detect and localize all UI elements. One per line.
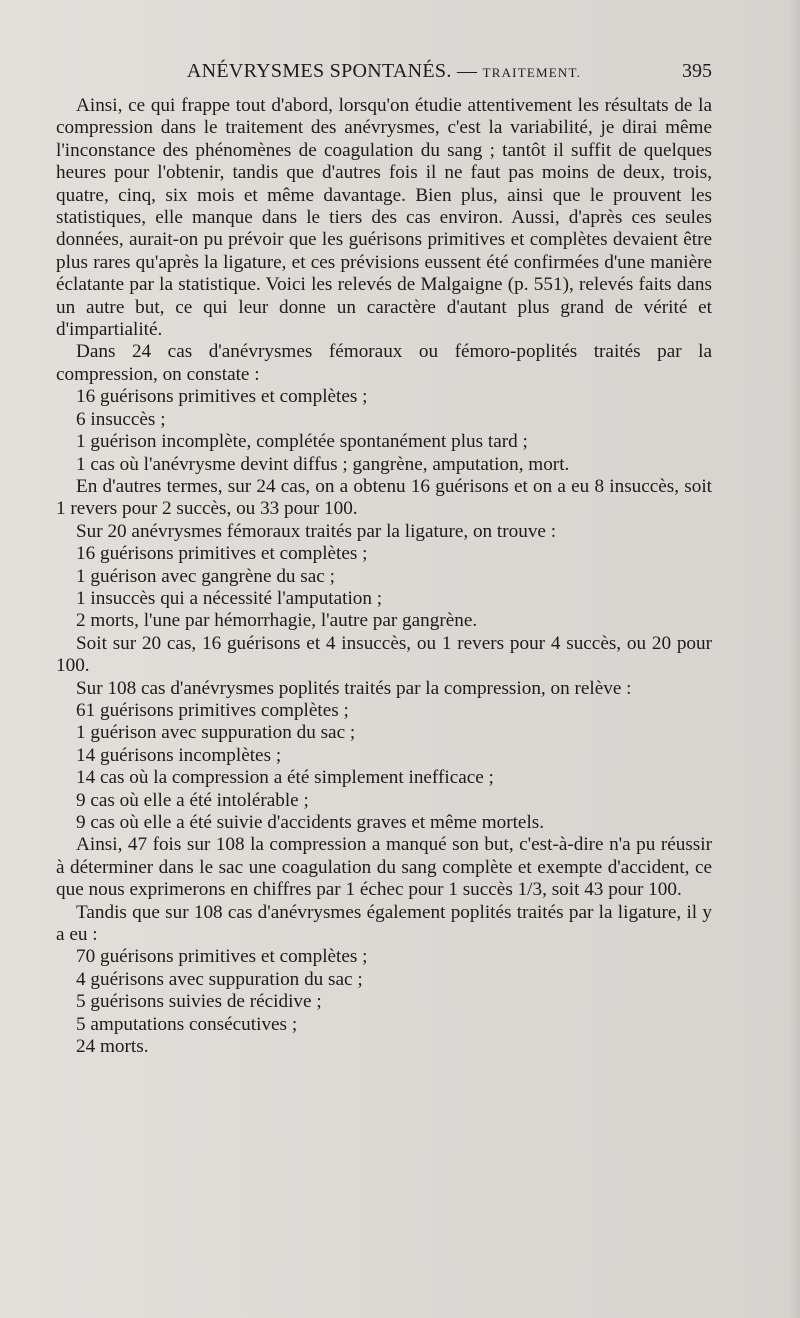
paragraph: Dans 24 cas d'anévrysmes fémoraux ou fémoro-poplités traités par la compression, on constate :	[56, 341, 712, 385]
paragraph: Ainsi, ce qui frappe tout d'abord, lorsqu'on étudie attentivement les résultats de la compression dans le traitement des anévrysmes, c'est la variabilité, je dirai même l'inconstance des phénomènes de coagulation du sang ; tantôt il suffit de quelques heures pour l'obtenir, tandis que d'autres fois il ne faut pas moins de deux, trois, quatre, cinq, six mois et même davantage. Bien plus, ainsi que le prouvent les statistiques, elle manque dans le tiers des cas environ. Aussi, d'après ces seules données, aurait-on pu prévoir que les guérisons primitives et complètes devaient être plus rares qu'après la ligature, et ces prévisions eussent été confirmées d'une manière éclatante par la statistique. Voici les relevés de Malgaigne (p. 551), relevés faits dans un autre but, ce qui leur donne un caractère d'autant plus grand de vérité et d'impartialité.	[56, 95, 712, 341]
list-item: 4 guérisons avec suppuration du sac ;	[76, 968, 363, 990]
paragraph: Soit sur 20 cas, 16 guérisons et 4 insuccès, ou 1 revers pour 4 succès, ou 20 pour 100.	[56, 632, 712, 677]
list-item: 24 morts.	[76, 1036, 149, 1058]
list-item: 9 cas où elle a été intolérable ;	[76, 789, 309, 811]
list-item: 9 cas où elle a été suivie d'accidents graves et même mortels.	[76, 812, 545, 833]
paragraph: Ainsi, 47 fois sur 108 la compression a manqué son but, c'est-à-dire n'a pu réussir à déterminer dans le sac une coagulation du sang complète et exempte d'accident, ce que nous exprimerons en chiffres par 1 échec pour 1 succès 1/3, soit 43 pour 100.	[56, 834, 712, 901]
running-title-section: TRAITEMENT.	[482, 65, 582, 80]
list-item: 14 cas où la compression a été simplement inefficace ;	[76, 767, 494, 789]
body-text	[56, 95, 712, 1058]
list-item: 1 insuccès qui a nécessité l'amputation ;	[76, 587, 383, 609]
paragraph: Sur 20 anévrysmes fémoraux traités par la ligature, on trouve :	[76, 520, 557, 542]
paragraph: En d'autres termes, sur 24 cas, on a obtenu 16 guérisons et on a eu 8 insuccès, soit 1 revers pour 2 succès, ou 33 pour 100.	[56, 475, 712, 520]
paragraph: Tandis que sur 108 cas d'anévrysmes également poplités traités par la ligature, il y a eu :	[56, 901, 712, 946]
running-title-dash: —	[456, 60, 478, 82]
running-title	[56, 60, 712, 83]
list-item: 61 guérisons primitives complètes ;	[76, 699, 349, 721]
list-item: 5 guérisons suivies de récidive ;	[76, 991, 322, 1013]
list-item: 1 guérison avec gangrène du sac ;	[76, 565, 335, 587]
paragraph: Sur 108 cas d'anévrysmes poplités traités par la compression, on relève :	[76, 677, 632, 699]
page-edge-shadow	[788, 0, 800, 1318]
list-item: 5 amputations consécutives ;	[76, 1013, 298, 1035]
list-item: 1 guérison incomplète, complétée spontanément plus tard ;	[76, 431, 528, 453]
running-header	[56, 60, 712, 90]
running-title-main: ANÉVRYSMES SPONTANÉS.	[186, 60, 452, 82]
list-item: 14 guérisons incomplètes ;	[76, 744, 282, 766]
list-item: 16 guérisons primitives et complètes ;	[76, 386, 368, 408]
list-item: 70 guérisons primitives et complètes ;	[76, 946, 368, 968]
list-item: 1 guérison avec suppuration du sac ;	[76, 722, 356, 744]
list-item: 6 insuccès ;	[76, 408, 166, 430]
list-item: 1 cas où l'anévrysme devint diffus ; gangrène, amputation, mort.	[76, 453, 570, 475]
page-number: 395	[682, 60, 712, 82]
list-item: 2 morts, l'une par hémorrhagie, l'autre par gangrène.	[76, 610, 478, 632]
list-item: 16 guérisons primitives et complètes ;	[76, 543, 368, 565]
